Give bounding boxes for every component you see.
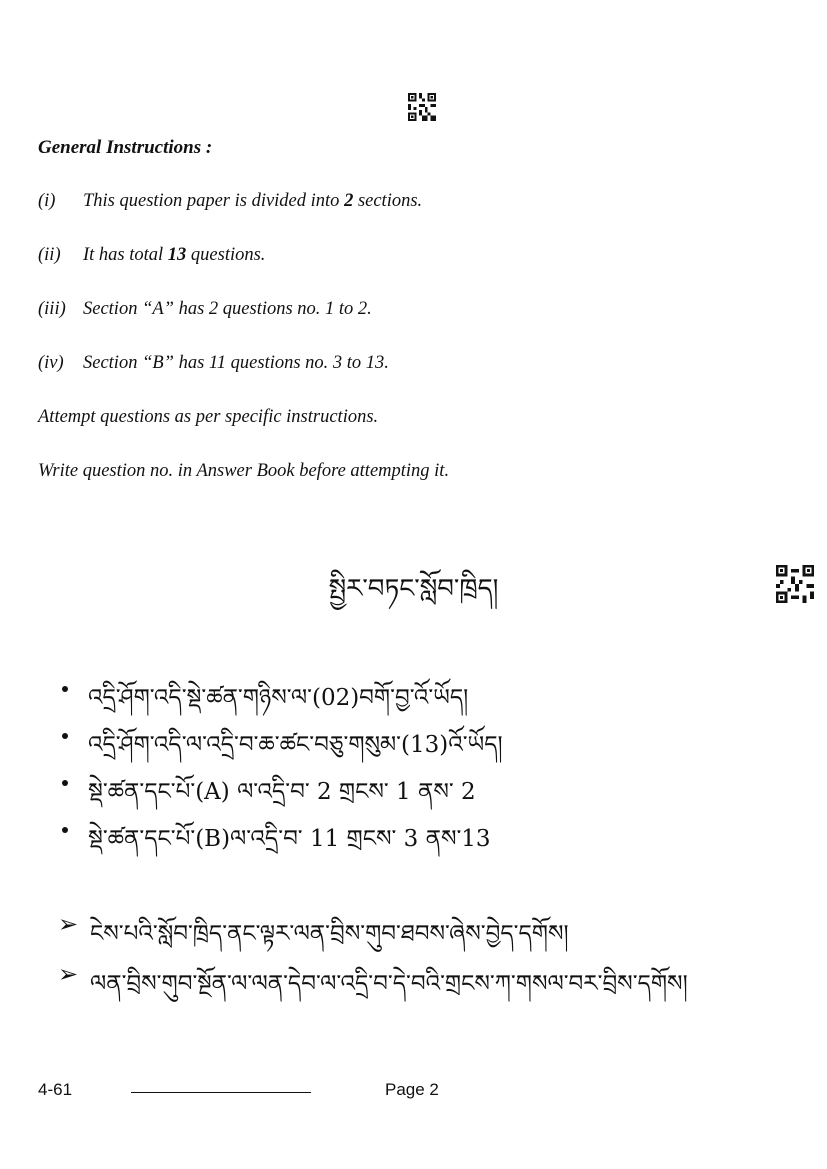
general-instructions-heading: General Instructions : xyxy=(38,137,213,158)
arrow-right-icon: ➢ xyxy=(58,910,79,938)
page-number: Page 2 xyxy=(385,1080,439,1099)
tibetan-arrow-list xyxy=(58,908,688,1008)
list-item: འདྲི་ཤོག་འདི་སྡེ་ཚན་གཉིས་ལ་(02)བགོ་བྱ་འོ་ཡོད། xyxy=(58,672,503,719)
list-item: སྡེ་ཚན་དང་པོ་(A) ལ་འདྲི་བ་ 2 གྲངས་ 1 ནས་ 2 xyxy=(58,766,503,813)
qr-code-icon xyxy=(407,93,437,121)
qr-code-icon xyxy=(776,565,814,603)
bullet-icon xyxy=(62,686,68,692)
list-item: སྡེ་ཚན་དང་པོ་(B)ལ་འདྲི་བ་ 11 གྲངས་ 3 ནས་13 xyxy=(58,813,503,860)
divider xyxy=(131,1092,311,1093)
note-attempt: Attempt questions as per specific instructions. xyxy=(38,407,379,427)
note-write-number: Write question no. in Answer Book before attempting it. xyxy=(38,461,450,481)
bullet-icon xyxy=(62,733,68,739)
list-item: ➢ ངེས་པའི་སློབ་ཁྲིད་ནང་ལྟར་ལན་བྲིས་གུབ་ཐབས་ཞེས་བྱེད་དགོས། xyxy=(58,910,569,947)
bullet-icon xyxy=(62,780,68,786)
arrow-right-icon: ➢ xyxy=(58,960,79,988)
tibetan-title: སྤྱིར་བཏང་སློབ་ཁྲིད། xyxy=(328,574,499,604)
instruction-item: (iv) Section “B” has 11 questions no. 3 to 13. xyxy=(38,353,389,373)
instruction-item: (ii) It has total 13 questions. xyxy=(38,245,266,265)
paper-code: 4-61 xyxy=(38,1080,73,1099)
instruction-item: (iii) Section “A” has 2 questions no. 1 to 2. xyxy=(38,299,372,319)
bullet-icon xyxy=(62,827,68,833)
list-item: ➢ ལན་བྲིས་གུབ་སྔོན་ལ་ལན་དེབ་ལ་འདྲི་བ་དེ་བའི་གྲངས་ཀ་གསལ་བར་བྲིས་དགོས། xyxy=(58,960,688,997)
tibetan-bullet-list xyxy=(58,672,503,860)
list-item: འདྲི་ཤོག་འདི་ལ་འདྲི་བ་ཆ་ཚང་བཅུ་གསུམ་(13)འོ་ཡོད། xyxy=(58,719,503,766)
instruction-item: (i) This question paper is divided into 2 sections. xyxy=(38,191,423,211)
